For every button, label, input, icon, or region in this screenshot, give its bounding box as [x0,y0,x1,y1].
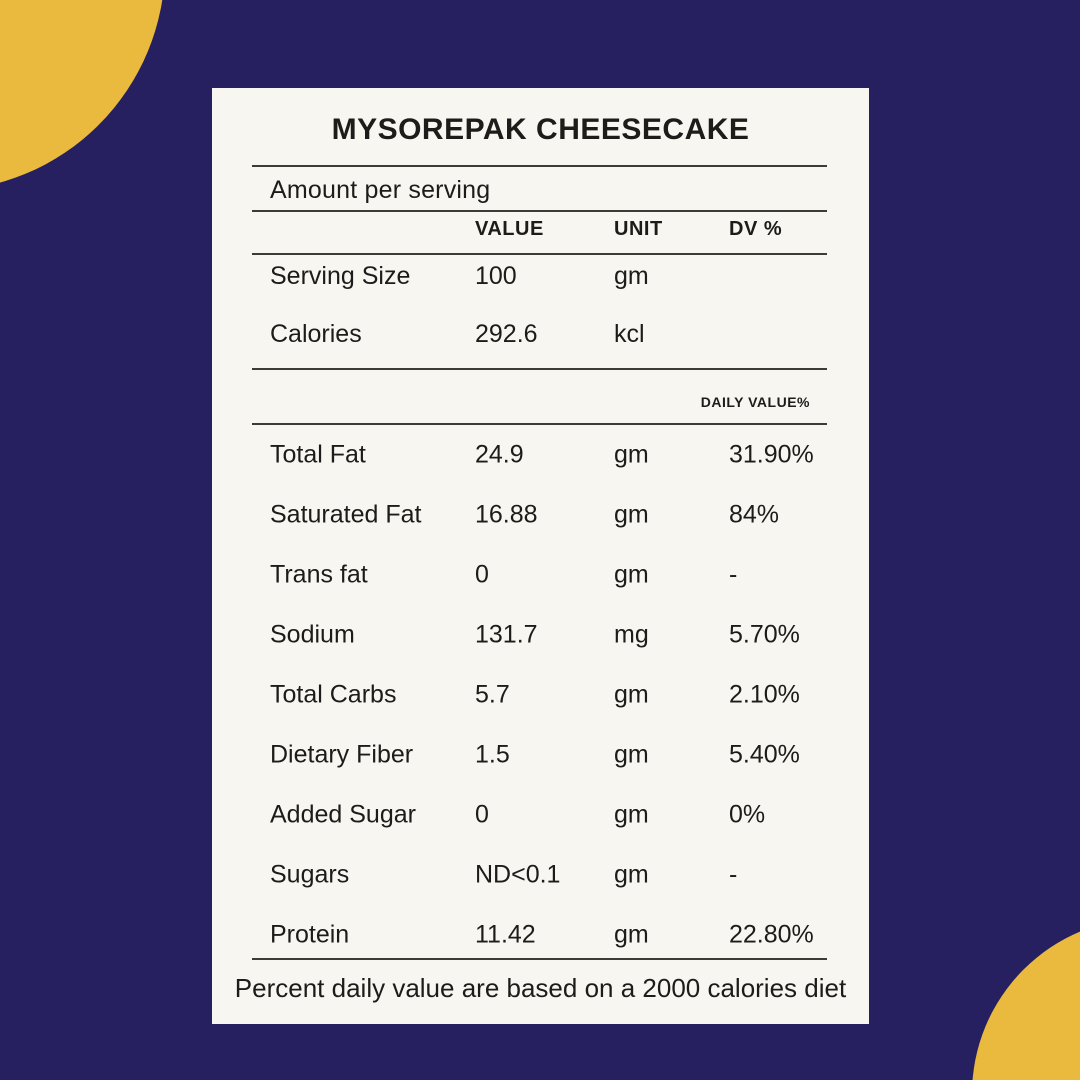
nutrient-unit: gm [614,800,649,829]
nutrient-value: 24.9 [475,440,524,469]
nutrient-dv: - [729,860,738,889]
nutrient-row-sodium [212,605,869,665]
nutrient-unit: gm [614,560,649,589]
nutrient-table [212,425,869,965]
nutrient-row-added-sugar [212,785,869,845]
nutrient-name: Dietary Fiber [270,740,414,769]
nutrient-dv: 2.10% [729,680,800,709]
nutrient-unit: gm [614,740,649,769]
nutrient-row-sugars [212,845,869,905]
row-label: Serving Size [270,262,411,290]
divider-line [252,165,827,167]
nutrient-value: 16.88 [475,500,538,529]
nutrient-row-total-fat [212,425,869,485]
serving-size-row [212,262,869,292]
nutrient-dv: 31.90% [729,440,814,469]
nutrient-unit: gm [614,680,649,709]
divider-line [252,253,827,255]
nutrient-row-total-carbs [212,665,869,725]
nutrient-name: Sodium [270,620,355,649]
divider-line [252,368,827,370]
nutrient-value: 0 [475,560,489,589]
nutrient-value: 0 [475,800,489,829]
nutrient-dv: - [729,560,738,589]
nutrient-name: Saturated Fat [270,500,422,529]
nutrient-value: 131.7 [475,620,538,649]
divider-line [252,958,827,960]
nutrient-unit: gm [614,440,649,469]
row-unit: gm [614,262,649,290]
nutrient-row-dietary-fiber [212,725,869,785]
calories-row [212,320,869,350]
column-header-unit: UNIT [614,218,663,240]
nutrient-unit: gm [614,860,649,889]
nutrient-row-trans-fat [212,545,869,605]
nutrient-dv: 0% [729,800,766,829]
nutrient-dv: 84% [729,500,780,529]
nutrient-value: 5.7 [475,680,510,709]
nutrient-unit: gm [614,500,649,529]
nutrient-value: ND<0.1 [475,860,561,889]
footer-note: Percent daily value are based on a 2000 calories diet [234,973,847,1003]
decorative-circle-top-left [0,0,165,191]
daily-value-note: DAILY VALUE% [700,394,810,410]
nutrient-name: Total Carbs [270,680,397,709]
nutrient-dv: 22.80% [729,920,814,949]
row-value: 100 [475,262,517,290]
row-label: Calories [270,320,362,348]
nutrient-dv: 5.70% [729,620,800,649]
nutrient-name: Sugars [270,860,350,889]
column-header-dv: DV % [729,218,783,240]
divider-line [252,210,827,212]
nutrient-unit: gm [614,920,649,949]
nutrient-row-saturated-fat [212,485,869,545]
column-header-value: VALUE [475,218,544,240]
nutrient-row-protein [212,905,869,965]
nutrient-name: Protein [270,920,350,949]
row-value: 292.6 [475,320,538,348]
nutrient-dv: 5.40% [729,740,800,769]
nutrient-name: Trans fat [270,560,368,589]
decorative-circle-bottom-right [972,918,1080,1080]
product-title: MYSOREPAK CHEESECAKE [331,113,750,146]
nutrient-value: 1.5 [475,740,510,769]
nutrient-name: Total Fat [270,440,366,469]
row-unit: kcl [614,320,645,348]
nutrient-unit: mg [614,620,649,649]
amount-per-serving-label: Amount per serving [270,176,491,204]
nutrition-label-card [212,88,869,1024]
nutrient-name: Added Sugar [270,800,416,829]
nutrient-value: 11.42 [475,920,536,949]
